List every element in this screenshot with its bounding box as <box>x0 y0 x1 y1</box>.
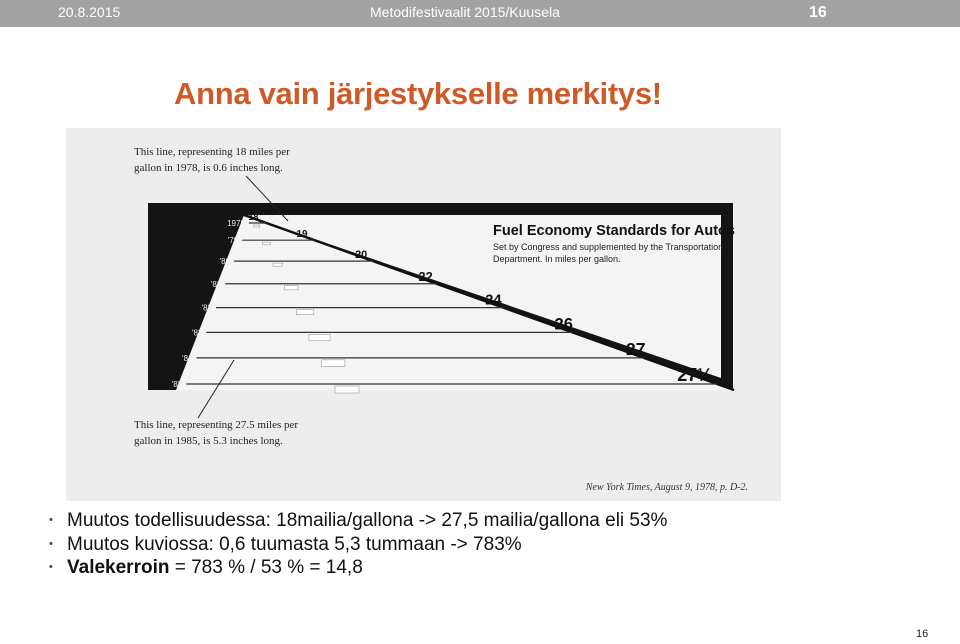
road-dash <box>335 386 359 393</box>
page-number: 16 <box>916 628 929 640</box>
bullet-marker: • <box>49 561 53 573</box>
road-dash <box>262 242 270 245</box>
bullet-text: Muutos todellisuudessa: 18mailia/gallona -> 27,5 mailia/gallona eli 53% <box>67 510 668 531</box>
bullet-item <box>48 509 667 533</box>
mpg-value-label: 20 <box>355 249 368 262</box>
bullet-marker: • <box>49 537 53 550</box>
year-tick-label: '79 <box>227 236 239 246</box>
fuel-economy-chart <box>66 128 781 501</box>
chart-subtitle-1: Set by Congress and supplemented by the Transportation <box>493 242 724 252</box>
bullet-bold-text: Valekerroin <box>67 557 170 578</box>
bullet-text: Muutos kuviossa: 0,6 tuumasta 5,3 tummaan -> 783% <box>67 533 522 555</box>
header-slide-number: 16 <box>809 4 827 21</box>
road-dash <box>309 334 330 340</box>
road-dash <box>273 263 283 266</box>
road-dash <box>322 360 345 367</box>
bullet-item <box>48 556 667 580</box>
mpg-value-label: 24 <box>485 292 502 309</box>
annotation-top-2: gallon in 1978, is 0.6 inches long. <box>134 162 283 174</box>
mpg-value-label: 26 <box>554 314 573 334</box>
year-tick-label: '80 <box>219 257 231 267</box>
mpg-value-label: 27 <box>625 338 646 359</box>
header-date: 20.8.2015 <box>58 4 121 20</box>
slide-header-bar <box>0 0 960 27</box>
chart-source: New York Times, August 9, 1978, p. D-2. <box>585 482 748 493</box>
header-title: Metodifestivaalit 2015/Kuusela <box>370 4 560 20</box>
mpg-value-label: 27½ <box>677 365 713 385</box>
year-tick-label: 1978 <box>227 219 245 228</box>
year-tick-label: '83 <box>191 328 203 338</box>
annotation-bottom-1: This line, representing 27.5 miles per <box>134 419 299 431</box>
slide-title: Anna vain järjestykselle merkitys! <box>174 76 662 111</box>
mpg-value-label: 19 <box>296 229 308 241</box>
road-dash <box>254 225 260 227</box>
road-dash <box>284 286 298 290</box>
chart-title: Fuel Economy Standards for Autos <box>493 223 735 239</box>
year-tick-label: '85 <box>171 380 183 389</box>
chart-subtitle-2: Department. In miles per gallon. <box>493 254 621 264</box>
road-dash <box>296 310 313 315</box>
annotation-top-1: This line, representing 18 miles per <box>134 146 290 158</box>
bullet-text: = 783 % / 53 % = 14,8 <box>169 557 363 578</box>
bullet-list <box>48 509 667 580</box>
mpg-value-label: 18 <box>248 212 259 222</box>
year-tick-label: '81 <box>210 279 222 289</box>
bullet-marker: • <box>49 514 53 526</box>
year-tick-label: '84 <box>182 353 193 363</box>
chart-figure <box>66 128 781 501</box>
year-tick-label: '82 <box>201 303 213 313</box>
mpg-value-label: 22 <box>418 268 433 284</box>
annotation-bottom-2: gallon in 1985, is 5.3 inches long. <box>134 435 283 447</box>
bullet-item <box>48 533 667 557</box>
